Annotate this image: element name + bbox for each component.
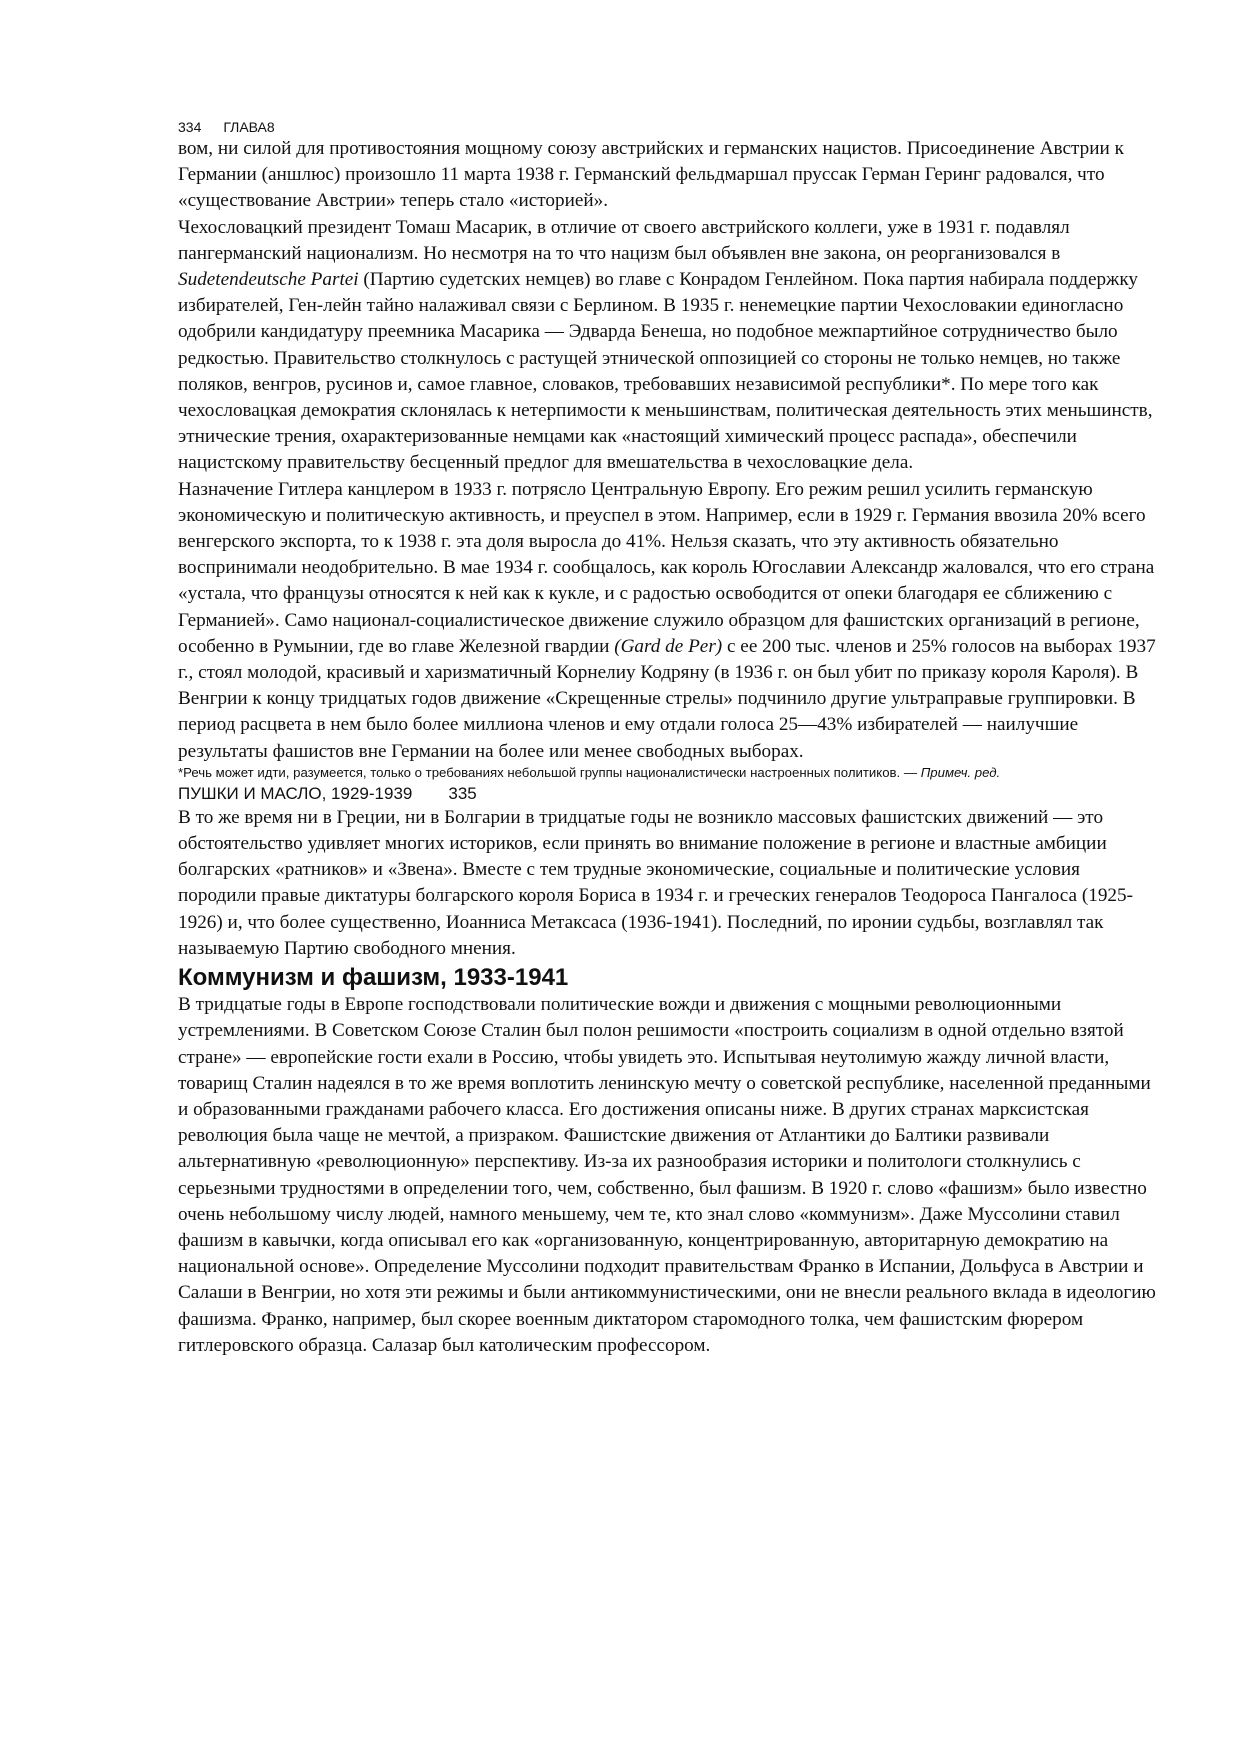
paragraph: В то же время ни в Греции, ни в Болгарии в тридцатые годы не возникло массовых фашистских движений — это обстоятельство удивляет многих историков, если принять во внимание положение в регионе и властные амбиции болгарских «ратников» и «Звена». Вместе с тем трудные экономические, социальные и политические условия породили правые диктатуры болгарского короля Бориса в 1934 г. и греческих генералов Теодороса Пангалоса (1925-1926) и, что более существенно, Иоанниса Метаксаса (1936-1941). Последний, по иронии судьбы, возглавлял так называемую Партию свободного мнения. <box>178 806 1134 959</box>
page-number: 335 <box>448 783 477 803</box>
page-number: 334 <box>178 119 202 135</box>
footnote-note: Примеч. ред. <box>920 764 1001 780</box>
paragraph: В тридцатые годы в Европе господствовали политические вожди и движения с мощными революционными устремлениями. В Советском Союзе Сталин был полон решимости «построить социализм в одной отдельно взятой стране» — европейские гости ехали в Россию, чтобы увидеть это. Испытывая неутолимую жажду личной власти, товарищ Сталин надеялся в то же время воплотить ленинскую мечту о советской республике, населенной преданными и образованными гражданами рабочего класса. Его достижения описаны ниже. В других странах марксистская революция была чаще не мечтой, а призраком. Фашистские движения от Атлантики до Балтики развивали альтернативную «революционную» перспективу. Из-за их разнообразия историки и политологи столкнулись с серьезными трудностями в определении того, чем, собственно, был фашизм. В 1920 г. слово «фашизм» было известно очень небольшому числу людей, намного меньшему, чем те, кто знал слово «коммунизм». Даже Муссолини ставил фашизм в кавычки, когда описывал его как «организованную, концентрированную, авторитарную демократию на национальной основе». Определение Муссолини подходит правительствам Франко в Испании, Дольфуса в Австрии и Салаши в Венгрии, но хотя эти режимы и были антикоммунистическими, они не внесли реального вклада в идеологию фашизма. Франко, например, был скорее военным диктатором старомодного толка, чем фашистским фюрером гитлеровского образца. Салазар был католическим профессором. <box>178 994 1156 1356</box>
document-page <box>178 118 1158 1359</box>
chapter-label: ГЛАВА8 <box>223 119 275 135</box>
paragraph: вом, ни силой для противостояния мощному союзу австрийских и германских нацистов. Присоединение Австрии к Германии (аншлюс) произошло 11 марта 1938 г. Германский фельдмаршал пруссак Герман Геринг радовался, что «существование Австрии» теперь стало «историей». <box>178 138 1124 212</box>
paragraph: Чехословацкий президент Томаш Масарик, в отличие от своего австрийского коллеги, уже в 1931 г. подавлял пангерманский национализм. Но несмотря на то что нацизм был объявлен вне закона, он реорганизовался в Sudetendeutsche Partei (Партию судетских немцев) во главе с Конрадом Генлейном. Пока партия набирала поддержку избирателей, Ген-лейн тайно налаживал связи с Берлином. В 1935 г. ненемецкие партии Чехословакии единогласно одобрили кандидатуру преемника Масарика — Эдварда Бенеша, но подобное межпартийное сотрудничество было редкостью. Правительство столкнулось с растущей этнической оппозицией со стороны не только немцев, но также поляков, венгров, русинов и, самое главное, словаков, требовавших независимой республики*. По мере того как чехословацкая демократия склонялась к нетерпимости к меньшинствам, политическая деятельность этих меньшинств, этнические трения, охарактеризованные немцами как «настоящий химический процесс распада», обеспечили нацистскому правительству бесценный предлог для вмешательства в чехословацкие дела. <box>178 216 1153 474</box>
italic-term: (Gard de Per) <box>614 635 723 657</box>
paragraph: Назначение Гитлера канцлером в 1933 г. потрясло Центральную Европу. Его режим решил усилить германскую экономическую и политическую активность, и преуспел в этом. Например, если в 1929 г. Германия ввозила 20% всего венгерского экспорта, то к 1938 г. эта доля выросла до 41%. Нельзя сказать, что эту активность обязательно воспринимали неодобрительно. В мае 1934 г. сообщалось, как король Югославии Александр жаловался, что его страна «устала, что французы относятся к ней как к кукле, и с радостью освободится от опеки благодаря ее сближению с Германией». Само национал-социалистическое движение служило образцом для фашистских организаций в регионе, особенно в Румынии, где во главе Железной гвардии (Gard de Per) с ее 200 тыс. членов и 25% голосов на выборах 1937 г., стоял молодой, красивый и харизматичный Корнелиу Кодряну (в 1936 г. он был убит по приказу короля Кароля). В Венгрии к концу тридцатых годов движение «Скрещенные стрелы» подчинило другие ультраправые группировки. В период расцвета в нем было более миллиона членов и ему отдали голоса 25—43% избирателей — наилучшие результаты фашистов вне Германии на более или менее свободных выборах. <box>178 478 1156 762</box>
section-3 <box>178 992 1158 1359</box>
section-2 <box>178 805 1158 962</box>
running-header-334 <box>178 118 1158 136</box>
section-1 <box>178 136 1158 765</box>
footnote: *Речь может идти, разумеется, только о требованиях небольшой группы националистически настроенных политиков. — Примеч. ред. <box>178 764 1001 780</box>
running-header-335 <box>178 783 1158 805</box>
italic-term: Sudetendeutsche Partei <box>178 269 359 291</box>
running-title: ПУШКИ И МАСЛО, 1929-1939 <box>178 783 413 803</box>
section-heading: Коммунизм и фашизм, 1933-1941 <box>178 964 569 992</box>
